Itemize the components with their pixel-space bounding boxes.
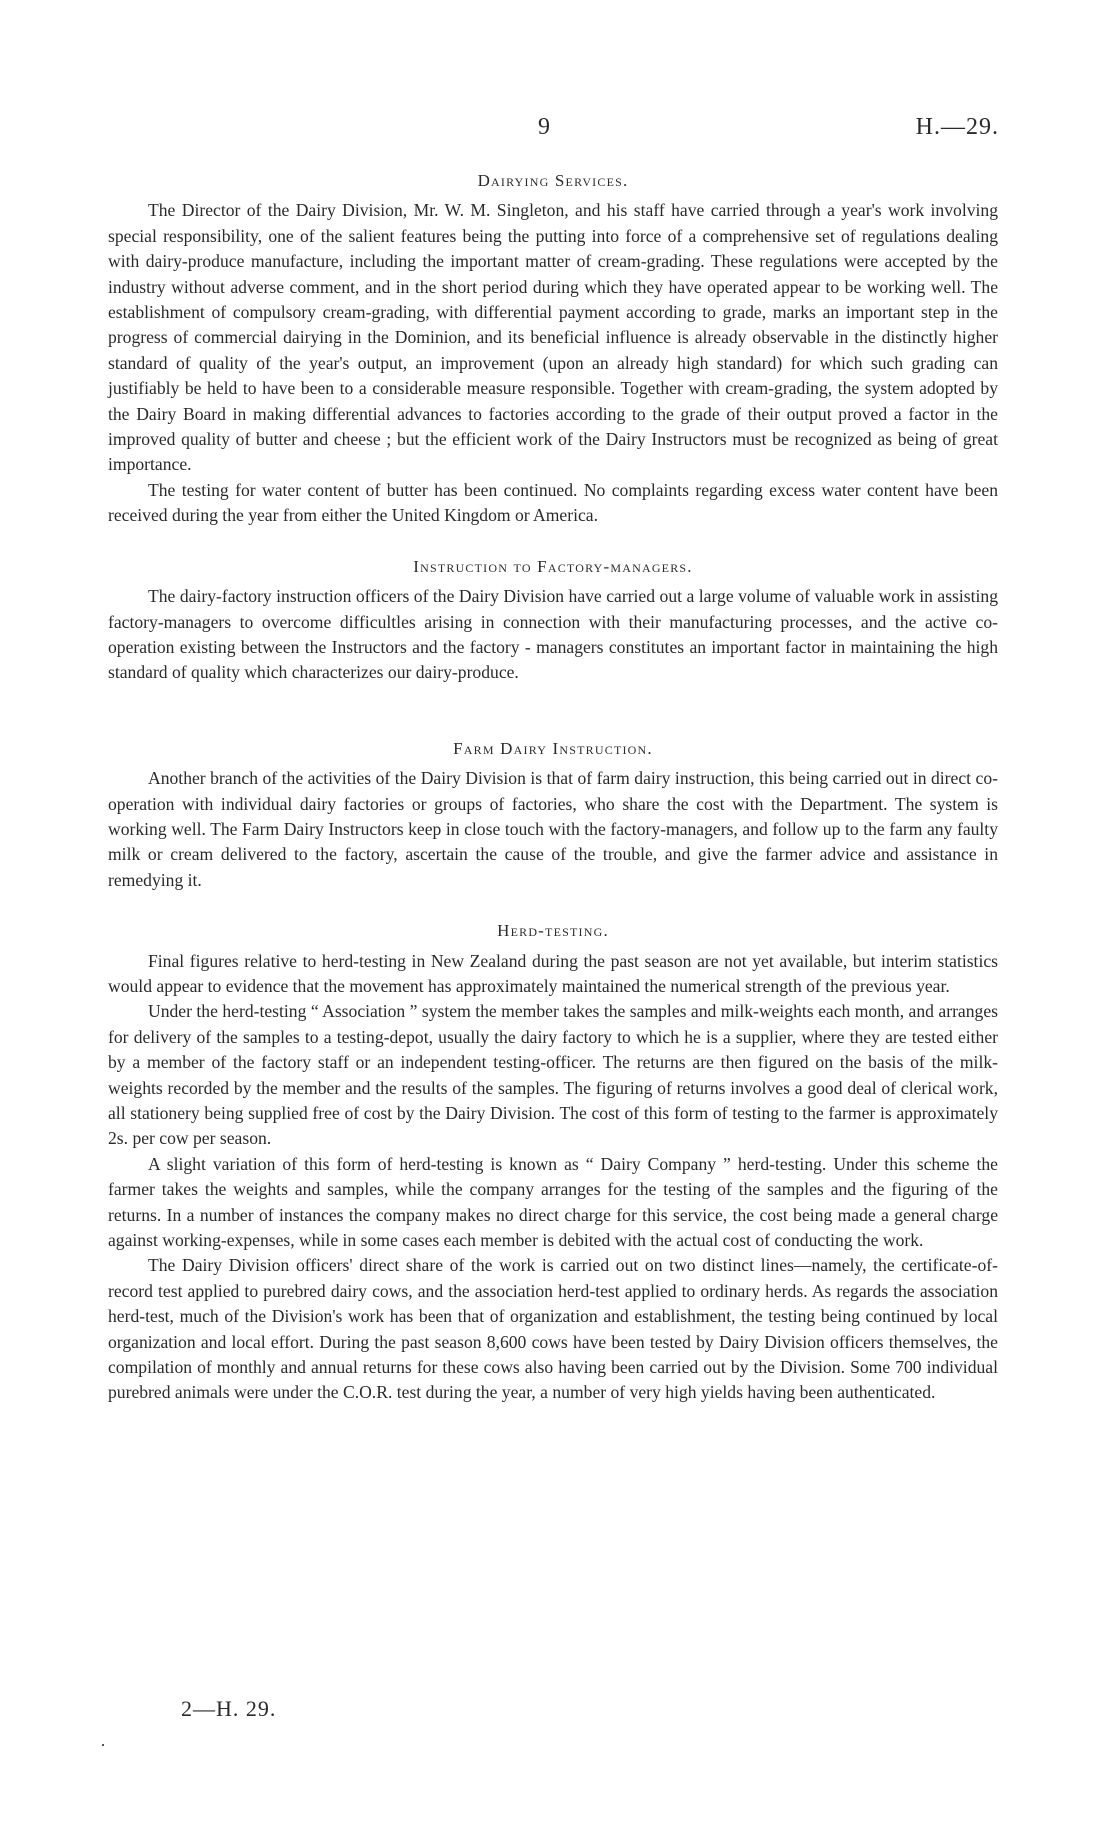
section-heading: Dairying Services. (477, 171, 629, 190)
body-paragraph: The Dairy Division officers' direct share of the work is carried out on two distinct lines—namely, the certificate-of-record test applied to purebred dairy cows, and the association herd-test applied to ordinary herds. As regards the association herd-test, much of the Division's work has been that of organization and establishment, the testing being continued by local organization and local effort. During the past season 8,600 cows have been tested by Dairy Division officers themselves, the compilation of monthly and annual returns for these cows also having been carried out by the Division. Some 700 individual purebred animals were under the C.O.R. test during the year, a number of very high yields having been authenticated. (108, 1255, 998, 1403)
body-paragraph: Final figures relative to herd-testing in New Zealand during the past season are not yet available, but interim statistics would appear to evidence that the movement has approximately maintained the numerical strength of the previous year. (108, 950, 998, 996)
section-heading: Herd-testing. (497, 921, 609, 941)
section-farm-dairy-instruction (108, 736, 998, 893)
section-instruction-factory-managers (108, 554, 998, 686)
body-paragraph: The dairy-factory instruction officers of the Dairy Division have carried out a large volume of valuable work in assisting factory-managers to overcome difficultles arising in connection with their manufacturing processes, and the active co-operation existing between the Instructors and the factory - managers constitutes an important factor in maintaining the high standard of quality which characterizes our dairy-produce. (108, 586, 998, 683)
body-paragraph: The Director of the Dairy Division, Mr. W. M. Singleton, and his staff have carried through a year's work involving special responsibility, one of the salient features being the putting into force of a comprehensive set of regulations dealing with dairy-produce manufacture, including the important matter of cream-grading. These regulations were accepted by the industry without adverse comment, and in the short period during which they have operated appear to be working well. The establishment of compulsory cream-grading, with differential payment according to grade, marks an important step in the progress of commercial dairying in the Dominion, and its beneficial influence is already observable in the distinctly higher standard of quality of the year's output, an improvement (upon an already high standard) for which such grading can justifiably be held to have been to a considerable measure responsible. Together with cream-grading, the system adopted by the Dairy Board in making differential advances to factories according to the grade of their output proved a factor in the improved quality of butter and cheese ; but the efficient work of the Dairy Instructors must be recognized as being of great importance. (108, 200, 998, 475)
page-body (108, 168, 998, 1406)
page-number: 9 (538, 114, 550, 140)
section-herd-testing (108, 918, 998, 1406)
page-header (0, 114, 1114, 144)
print-speck (102, 1744, 104, 1746)
section-dairying-services (108, 168, 998, 529)
body-paragraph: The testing for water content of butter has been continued. No complaints regarding excess water content have been received during the year from either the United Kingdom or America. (108, 479, 998, 526)
body-paragraph: A slight variation of this form of herd-testing is known as “ Dairy Company ” herd-testing. Under this scheme the farmer takes the weights and samples, while the company arranges for the testing of the samples and the figuring of the returns. In a number of instances the company makes no direct charge for this service, the cost being made a general charge against working-expenses, while in some cases each member is debited with the actual cost of conducting the work. (108, 1153, 998, 1251)
document-reference: H.—29. (915, 114, 999, 140)
body-paragraph: Under the herd-testing “ Association ” system the member takes the samples and milk-weights each month, and arranges for delivery of the samples to a testing-depot, usually the dairy factory to which he is a supplier, where they are tested either by a member of the factory staff or an independent testing-officer. The returns are then figured on the basis of the milk-weights recorded by the member and the results of the samples. The figuring of returns involves a good deal of clerical work, all stationery being supplied free of cost by the Dairy Division. The cost of this form of testing to the farmer is approximately 2s. per cow per season. (108, 1001, 998, 1149)
section-heading: Farm Dairy Instruction. (453, 738, 653, 758)
body-paragraph: Another branch of the activities of the Dairy Division is that of farm dairy instruction, this being carried out in direct co-operation with individual dairy factories or groups of factories, who share the cost with the Department. The system is working well. The Farm Dairy Instructors keep in close touch with the factory-managers, and follow up to the farm any faulty milk or cream delivered to the factory, ascertain the cause of the trouble, and give the farmer advice and assistance in remedying it. (108, 768, 998, 890)
printer-signature-mark: 2—H. 29. (181, 1696, 277, 1721)
section-heading: Instruction to Factory-managers. (413, 556, 693, 576)
